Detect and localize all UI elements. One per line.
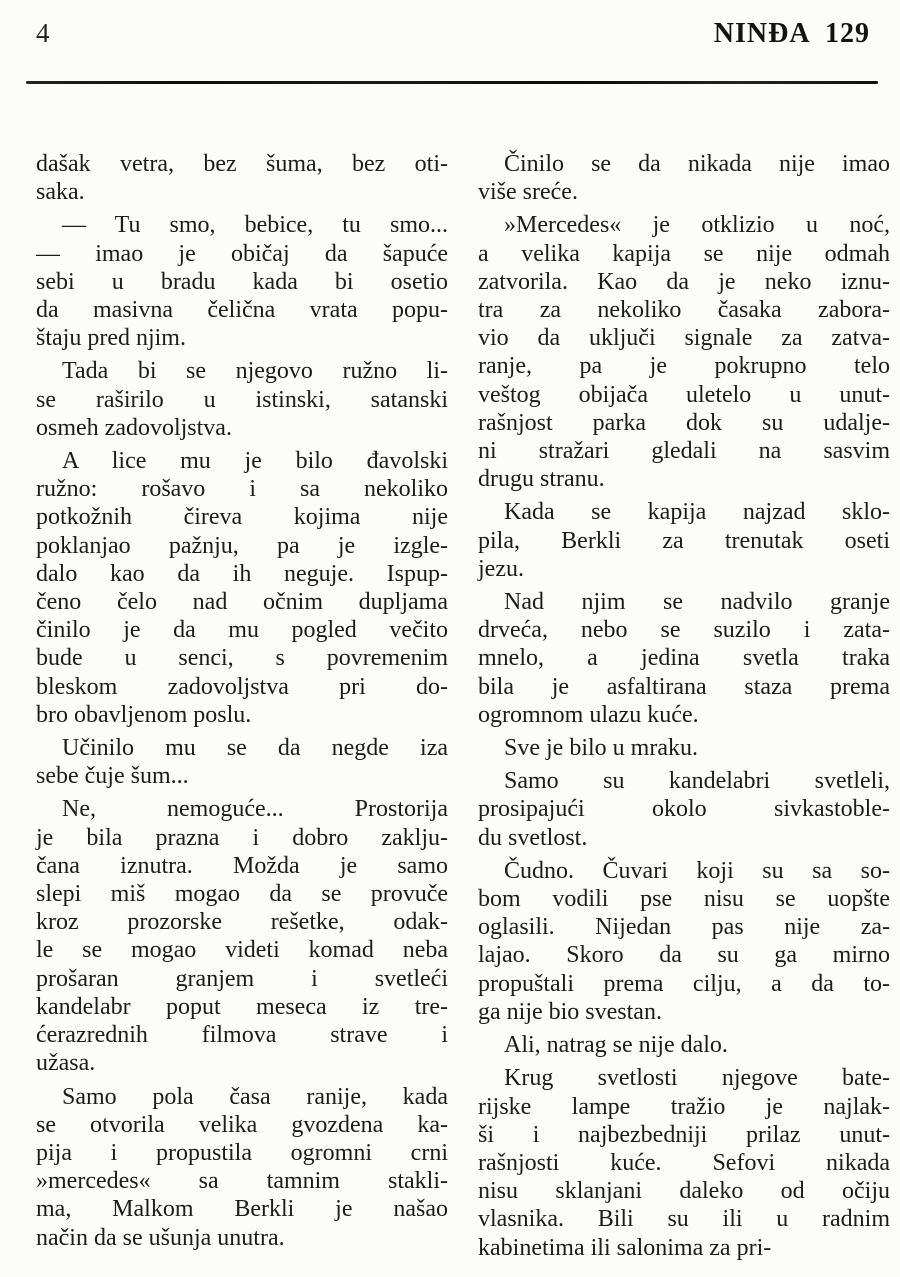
text-line: jezu. — [478, 555, 524, 582]
text-line: je bila prazna i dobro zaklju- — [36, 824, 448, 851]
text-line: Čudno. Čuvari koji su sa so- — [504, 857, 890, 884]
text-line: dalo kao da ih neguje. Ispup- — [36, 560, 448, 587]
paragraph — [478, 588, 890, 729]
text-line: rašnjost parka dok su udalje- — [478, 409, 890, 436]
text-line: osmeh zadovoljstva. — [36, 414, 232, 441]
text-line: nisu sklanjani daleko od očiju — [478, 1178, 890, 1205]
text-line: bom vodili pse nisu se uopšte — [478, 886, 890, 913]
text-line: sebe čuje šum... — [36, 763, 189, 790]
text-line: rašnjosti kuće. Sefovi nikada — [478, 1149, 890, 1176]
text-line: tra za nekoliko časaka zabora- — [478, 297, 890, 324]
text-line: Krug svetlosti njegove bate- — [504, 1065, 890, 1092]
paragraph — [478, 211, 890, 493]
page-header — [36, 18, 870, 50]
text-line: »mercedes« sa tamnim stakli- — [36, 1168, 448, 1195]
paragraph — [36, 447, 448, 729]
text-line: činilo je da mu pogled večito — [36, 617, 448, 644]
text-line: više sreće. — [478, 179, 578, 206]
text-line: Nad njim se nadvilo granje — [504, 589, 890, 616]
text-line: način da se ušunja unutra. — [36, 1224, 285, 1251]
text-line: veštog obijača uletelo u unut- — [478, 381, 890, 408]
text-line: ga nije bio svestan. — [478, 998, 662, 1025]
text-line: sebi u bradu kada bi osetio — [36, 268, 448, 295]
text-line: oglasili. Nijedan pas nije za- — [478, 914, 890, 941]
text-line: ni stražari gledali na sasvim — [478, 438, 890, 465]
text-line: poklanjao pažnju, pa je izgle- — [36, 532, 448, 559]
paragraph — [36, 1083, 448, 1252]
text-line: lajao. Skoro da su ga mirno — [478, 942, 890, 969]
paragraph — [36, 734, 448, 790]
text-line: bila je asfaltirana staza prema — [478, 673, 890, 700]
text-line: bro obavljenom poslu. — [36, 701, 252, 728]
paragraph — [478, 857, 890, 1026]
text-line: rijske lampe tražio je najlak- — [478, 1093, 890, 1120]
text-line: da masivna čelična vrata popu- — [36, 297, 448, 324]
page-number: 4 — [36, 18, 50, 48]
text-line: kabinetima ili salonima za pri- — [478, 1234, 772, 1261]
text-line: Činilo se da nikada nije imao — [504, 151, 890, 177]
paragraph — [36, 357, 448, 442]
text-line: mnelo, a jedina svetla traka — [478, 645, 890, 672]
paragraph — [36, 795, 448, 1077]
paragraph — [478, 1064, 890, 1261]
text-line: slepi miš mogao da se provuče — [36, 881, 448, 908]
text-line: propuštali prema cilju, a da to- — [478, 970, 890, 997]
text-line: čeno čelo nad očnim dupljama — [36, 589, 448, 616]
text-line: štaju pred njim. — [36, 325, 186, 352]
paragraph — [478, 150, 890, 206]
text-line: se raširilo u istinski, satanski — [36, 386, 448, 413]
left-column — [36, 150, 448, 1262]
book-title: NINĐA 129 — [713, 18, 870, 49]
text-line: Kada se kapija najzad sklo- — [504, 499, 890, 526]
paragraph — [36, 150, 448, 206]
right-column — [478, 150, 890, 1262]
text-line: A lice mu je bilo đavolski — [62, 448, 448, 475]
text-line: saka. — [36, 179, 85, 206]
text-line: kroz prozorske rešetke, odak- — [36, 909, 448, 936]
text-line: pila, Berkli za trenutak oseti — [478, 527, 890, 554]
text-line: užasa. — [36, 1050, 96, 1077]
paragraph — [478, 734, 890, 762]
text-line: Tada bi se njegovo ružno li- — [62, 358, 448, 385]
text-line: du svetlost. — [478, 824, 588, 851]
paragraph — [478, 1031, 890, 1059]
text-line: ružno: rošavo i sa nekoliko — [36, 476, 448, 503]
text-line: vlasnika. Bili su ili u radnim — [478, 1206, 890, 1233]
text-line: »Mercedes« je otklizio u noć, — [504, 212, 890, 239]
text-line: čana iznutra. Možda je samo — [36, 852, 448, 879]
text-line: prosipajući okolo sivkastoble- — [478, 796, 890, 823]
text-line: zatvorila. Kao da je neko iznu- — [478, 268, 890, 295]
text-line: le se mogao videti komad neba — [36, 937, 448, 964]
text-line: se otvorila velika gvozdena ka- — [36, 1111, 448, 1138]
text-line: prošaran granjem i svetleći — [36, 965, 448, 992]
text-line: kandelabr poput meseca iz tre- — [36, 993, 448, 1020]
text-line: vio da uključi signale za zatva- — [478, 325, 890, 352]
text-line: dašak vetra, bez šuma, bez oti- — [36, 151, 448, 177]
text-line: ranje, pa je pokrupno telo — [478, 353, 890, 380]
text-line: — Tu smo, bebice, tu smo... — [62, 212, 448, 239]
paragraph — [478, 498, 890, 583]
paragraph — [36, 211, 448, 352]
text-line: ogromnom ulazu kuće. — [478, 701, 699, 728]
text-line: bleskom zadovoljstva pri do- — [36, 673, 448, 700]
text-line: ši i najbezbedniji prilaz unut- — [478, 1121, 890, 1148]
text-line: ćerazrednih filmova strave i — [36, 1022, 448, 1049]
text-line: potkožnih čireva kojima nije — [36, 504, 448, 531]
text-line: Sve je bilo u mraku. — [504, 735, 698, 762]
text-line: bude u senci, s povremenim — [36, 645, 448, 672]
text-line: Samo pola časa ranije, kada — [62, 1083, 448, 1110]
text-line: pija i propustila ogromni crni — [36, 1139, 448, 1166]
text-line: drveća, nebo se suzilo i zata- — [478, 617, 890, 644]
text-line: drugu stranu. — [478, 466, 605, 493]
header-rule — [26, 81, 878, 84]
text-line: a velika kapija se nije odmah — [478, 240, 890, 267]
text-line: Samo su kandelabri svetleli, — [504, 768, 890, 795]
text-line: Ne, nemoguće... Prostorija — [62, 796, 448, 823]
paragraph — [478, 767, 890, 852]
text-line: Ali, natrag se nije dalo. — [504, 1032, 728, 1059]
text-line: — imao je običaj da šapuće — [36, 240, 448, 267]
text-columns — [36, 150, 890, 1262]
text-line: ma, Malkom Berkli je našao — [36, 1196, 448, 1223]
text-line: Učinilo mu se da negde iza — [62, 735, 448, 762]
